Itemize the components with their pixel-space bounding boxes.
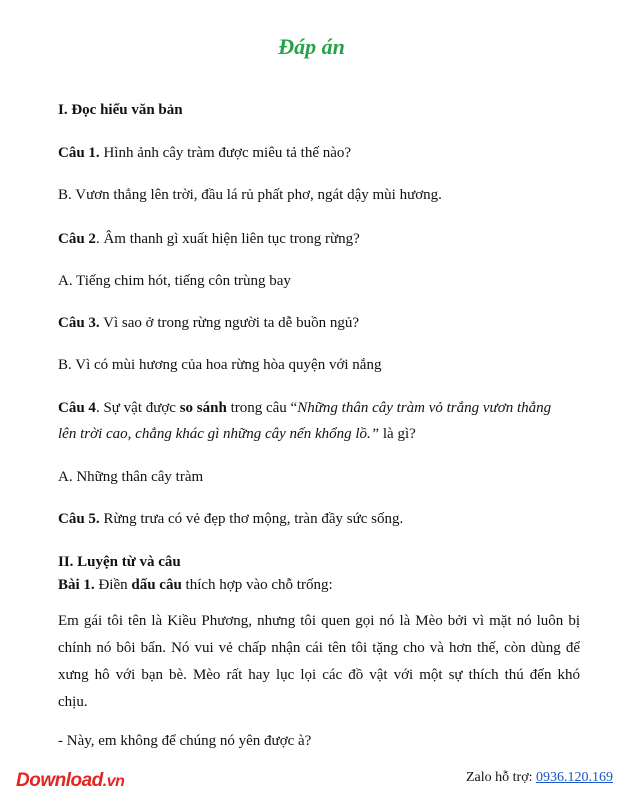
emphasis: dấu câu bbox=[131, 577, 182, 593]
passage-line-3: xưng hô với bạn bè. Mèo rất hay lục lọi các đồ vật với một sự thích thú đến khó bbox=[58, 667, 580, 683]
quote: Những thân cây tràm vỏ trắng vươn thẳng bbox=[297, 400, 552, 416]
passage-line-1: Em gái tôi tên là Kiều Phương, nhưng tôi quen gọi nó là Mèo bởi vì mặt nó luôn bị bbox=[58, 613, 580, 629]
question-text: Rừng trưa có vẻ đẹp thơ mộng, tràn đầy sức sống. bbox=[99, 511, 404, 527]
answer-4: A. Những thân cây tràm bbox=[58, 469, 204, 485]
page-title: Đáp án bbox=[278, 34, 345, 59]
logo-text: Download bbox=[16, 770, 103, 791]
question-text: Hình ảnh cây tràm được miêu tả thế nào? bbox=[99, 145, 352, 161]
zalo-support bbox=[466, 770, 613, 786]
question-label: Câu 1. bbox=[58, 145, 100, 161]
question-4-line-2 bbox=[58, 424, 416, 444]
section-2-heading: II. Luyện từ và câu bbox=[58, 554, 181, 570]
logo-tld: .vn bbox=[102, 773, 125, 790]
question-text: Vì sao ở trong rừng người ta dễ buồn ngủ? bbox=[99, 315, 360, 331]
exercise-text: Điền bbox=[94, 577, 132, 593]
quote: lên trời cao, chẳng khác gì những cây nến khổng lồ.” bbox=[58, 426, 380, 442]
question-label: Câu 3. bbox=[58, 315, 100, 331]
passage-line-2: chính nó bôi bẩn. Nó vui vẻ chấp nhận cái tên tôi tặng cho và hơn thế, còn dùng để bbox=[58, 640, 580, 656]
question-label: Câu 4 bbox=[58, 400, 96, 416]
answer-1: B. Vươn thẳng lên trời, đầu lá rủ phất phơ, ngát dậy mùi hương. bbox=[58, 187, 442, 203]
question-1 bbox=[58, 143, 351, 163]
exercise-text: thích hợp vào chỗ trống: bbox=[181, 577, 333, 593]
dialog-line: - Này, em không để chúng nó yên được à? bbox=[58, 733, 312, 749]
zalo-label: Zalo hỗ trợ: bbox=[466, 770, 536, 785]
question-text: là gì? bbox=[379, 426, 416, 442]
question-4-line-1 bbox=[58, 398, 551, 418]
question-2 bbox=[58, 229, 360, 249]
zalo-phone-link[interactable]: 0936.120.169 bbox=[536, 770, 613, 785]
exercise-label: Bài 1. bbox=[58, 577, 95, 593]
answer-3: B. Vì có mùi hương của hoa rừng hòa quyện với nắng bbox=[58, 357, 382, 373]
question-label: Câu 5. bbox=[58, 511, 100, 527]
exercise-1 bbox=[58, 575, 333, 595]
passage-line-4: chịu. bbox=[58, 694, 88, 710]
answer-2: A. Tiếng chim hót, tiếng côn trùng bay bbox=[58, 273, 291, 289]
question-label: Câu 2 bbox=[58, 231, 96, 247]
question-text: . Âm thanh gì xuất hiện liên tục trong rừng? bbox=[95, 231, 360, 247]
question-text: . Sự vật được bbox=[95, 400, 180, 416]
question-5 bbox=[58, 509, 403, 529]
emphasis: so sánh bbox=[179, 400, 227, 416]
download-logo[interactable] bbox=[16, 770, 124, 792]
section-1-heading: I. Đọc hiểu văn bản bbox=[58, 102, 183, 118]
question-text: trong câu “ bbox=[226, 400, 298, 416]
question-3 bbox=[58, 313, 359, 333]
